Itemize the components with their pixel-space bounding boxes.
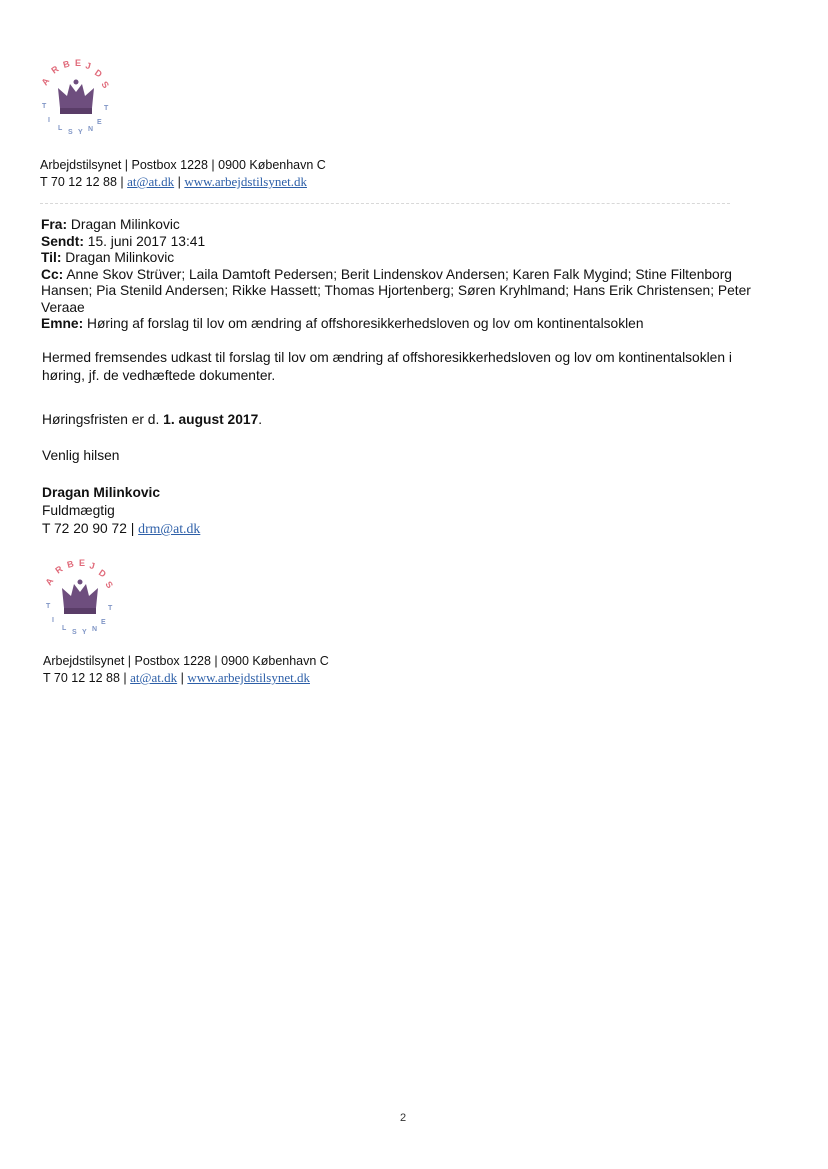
crown-logo-icon-bottom (40, 556, 120, 636)
svg-text:S: S (103, 579, 116, 591)
svg-text:J: J (84, 60, 92, 72)
signature-contact (42, 520, 772, 538)
from-value: Dragan Milinkovic (70, 217, 180, 232)
org-address-bottom: Arbejdstilsynet | Postbox 1228 | 0900 København C (43, 654, 329, 668)
org-contact-top (40, 174, 307, 190)
svg-text:E: E (97, 119, 102, 126)
svg-text:E: E (75, 58, 82, 68)
email-header (41, 217, 761, 333)
svg-text:N: N (92, 626, 98, 633)
from-label: Fra: (41, 217, 68, 232)
sent-row (41, 234, 761, 251)
svg-text:D: D (96, 567, 108, 580)
page-number: 2 (400, 1112, 407, 1124)
arbejdstilsynet-logo (36, 56, 116, 136)
signature-email-link[interactable]: drm@at.dk (138, 521, 201, 536)
svg-text:D: D (92, 67, 104, 80)
svg-text:S: S (68, 129, 73, 136)
cc-label: Cc: (41, 266, 64, 282)
svg-text:L: L (58, 125, 63, 132)
svg-text:Y: Y (82, 629, 87, 636)
svg-text:Y: Y (78, 129, 83, 136)
deadline-line (42, 411, 772, 429)
org-phone-bottom: T 70 12 12 88 | (43, 671, 127, 685)
svg-text:T: T (42, 103, 47, 110)
body-paragraph: Hermed fremsendes udkast til forslag til lov om ændring af offshoresikkerhedsloven og lov om kontinentalsoklen i høring, jf. de vedhæftede dokumenter. (42, 350, 732, 383)
greeting: Venlig hilsen (42, 448, 120, 463)
sent-value: 15. juni 2017 13:41 (87, 233, 206, 249)
org-website-link-top[interactable]: www.arbejdstilsynet.dk (184, 174, 307, 189)
org-email-link-top[interactable]: at@at.dk (127, 174, 175, 189)
svg-text:E: E (79, 558, 86, 568)
org-phone-top: T 70 12 12 88 | (40, 175, 124, 189)
svg-text:J: J (88, 560, 96, 572)
svg-text:A: A (43, 576, 56, 588)
cc-row (41, 267, 761, 317)
svg-text:E: E (101, 619, 106, 626)
signature-title: Fuldmægtig (42, 503, 115, 518)
svg-text:S: S (99, 79, 112, 91)
svg-text:B: B (61, 58, 71, 70)
separator-bottom: | (180, 671, 184, 685)
svg-text:A: A (39, 76, 52, 88)
to-label: Til: (41, 250, 62, 265)
svg-text:N: N (88, 126, 94, 133)
crown-logo-icon (36, 56, 116, 136)
org-address-top: Arbejdstilsynet | Postbox 1228 | 0900 København C (40, 158, 326, 172)
to-row (41, 250, 761, 267)
org-website-link-bottom[interactable]: www.arbejdstilsynet.dk (187, 670, 310, 685)
svg-text:R: R (53, 563, 65, 576)
svg-text:T: T (108, 605, 113, 612)
signature-name: Dragan Milinkovic (42, 485, 161, 500)
subject-value: Høring af forslag til lov om ændring af offshoresikkerhedsloven og lov om kontinentalsoklen (87, 316, 644, 331)
deadline-date: 1. august 2017 (163, 412, 259, 427)
subject-row (41, 316, 761, 333)
signature-phone: T 72 20 90 72 | (42, 521, 135, 536)
org-email-link-bottom[interactable]: at@at.dk (130, 670, 178, 685)
deadline-suffix: . (258, 412, 263, 427)
svg-text:I: I (52, 617, 54, 624)
to-value: Dragan Milinkovic (65, 250, 175, 265)
svg-text:R: R (49, 63, 61, 76)
separator: | (177, 175, 181, 189)
svg-text:B: B (65, 558, 75, 570)
svg-text:I: I (48, 117, 50, 124)
svg-text:L: L (62, 625, 67, 632)
org-contact-bottom (43, 670, 310, 686)
svg-text:S: S (72, 629, 77, 636)
subject-label: Emne: (41, 316, 84, 331)
divider (40, 203, 730, 204)
svg-text:T: T (46, 603, 51, 610)
deadline-prefix: Høringsfristen er d. (42, 412, 160, 427)
svg-text:T: T (104, 105, 109, 112)
arbejdstilsynet-logo-bottom (40, 556, 120, 636)
sent-label: Sendt: (41, 233, 84, 249)
cc-value: Anne Skov Strüver; Laila Damtoft Pedersen; Berit Lindenskov Andersen; Karen Falk Mygind; Stine Filtenborg Hansen; Pia Stenild Andersen; Rikke Hassett; Thomas Hjortenberg; Søren Kryhlmand; Hans Erik Christensen; Peter Veraae (41, 266, 751, 315)
from-row (41, 217, 761, 234)
